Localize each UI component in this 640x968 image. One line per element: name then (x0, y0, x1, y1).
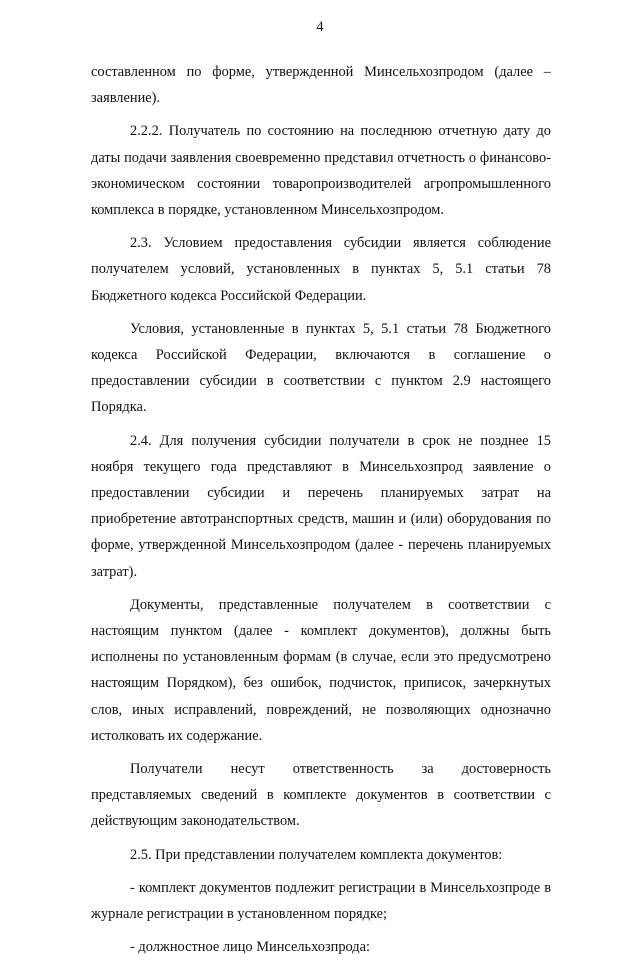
list-item-official: - должностное лицо Минсельхозпрода: (130, 939, 371, 956)
paragraph-2-2-2: 2.2.2. Получатель по состоянию на последнюю отчетную дату до даты подачи заявления своевременно представил отчетность о финансово-экономическом состоянии товаропроизводителей агропромышленного комплекса в порядке, установленном Минсельхозпродом. (91, 123, 551, 219)
paragraph-2-5: 2.5. При представлении получателем комплекта документов: (130, 846, 503, 863)
paragraph-conditions: Условия, установленные в пунктах 5, 5.1 статьи 78 Бюджетного кодекса Российской Федерации, включаются в соглашение о предоставлении субсидии в соответствии с пунктом 2.9 настоящего Порядка. (91, 320, 551, 416)
list-item-registration: - комплект документов подлежит регистрации в Минсельхозпроде в журнале регистрации в установленном порядке; (91, 879, 551, 923)
paragraph-2-4: 2.4. Для получения субсидии получатели в срок не позднее 15 ноября текущего года представляют в Минсельхозпрод заявление о предоставлении субсидии и перечень планируемых затрат на приобретение автотранспортных средств, машин и (или) оборудования по форме, утвержденной Минсельхозпродом (далее - перечень планируемых затрат). (91, 432, 551, 580)
paragraph-documents: Документы, представленные получателем в соответствии с настоящим пунктом (далее - комплект документов), должны быть исполнены по установленным формам (в случае, если это предусмотрено настоящим Порядком), без ошибок, подчисток, приписок, зачеркнутых слов, иных исправлений, повреждений, не позволяющих однозначно истолковать их содержание. (91, 596, 551, 744)
page-number: 4 (316, 19, 324, 35)
paragraph-2-3: 2.3. Условием предоставления субсидии является соблюдение получателем условий, установленных в пунктах 5, 5.1 статьи 78 Бюджетного кодекса Российской Федерации. (91, 235, 551, 304)
paragraph-continuation: составленном по форме, утвержденной Минсельхозпродом (далее – заявление). (91, 64, 551, 107)
document-body (91, 59, 551, 968)
paragraph-responsibility: Получатели несут ответственность за достоверность представляемых сведений в комплекте документов в соответствии с действующим законодательством. (91, 761, 551, 830)
